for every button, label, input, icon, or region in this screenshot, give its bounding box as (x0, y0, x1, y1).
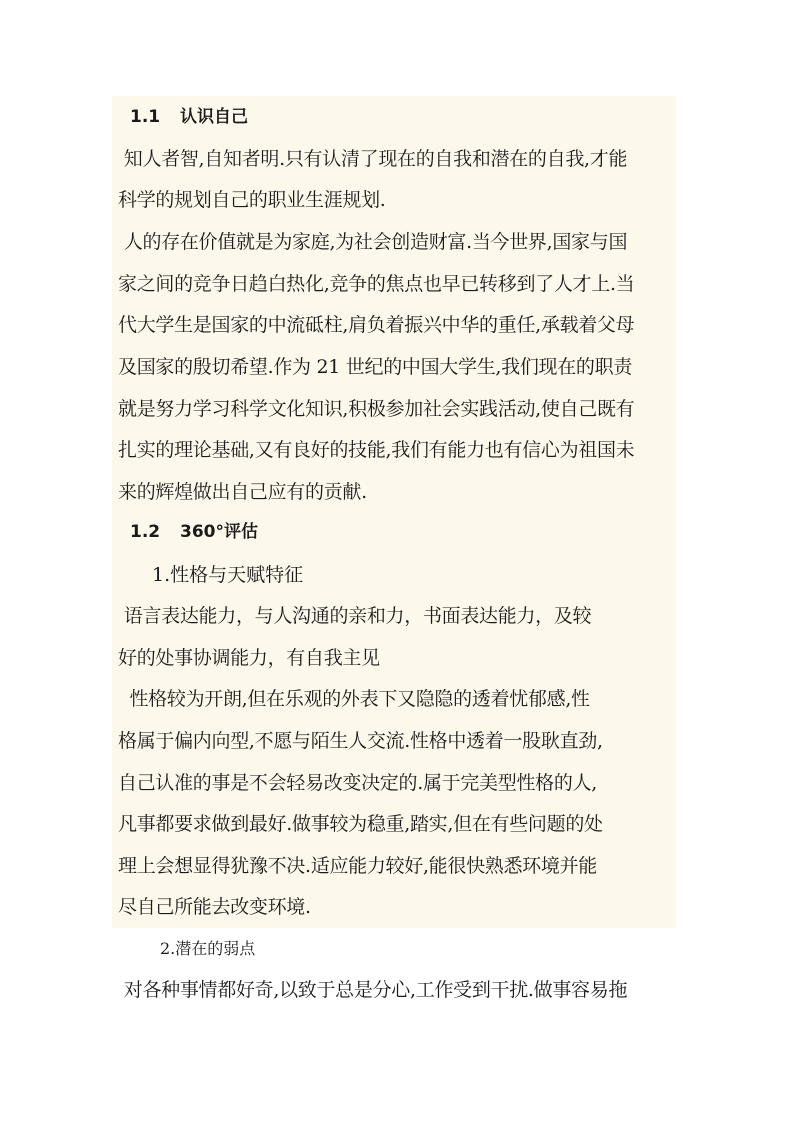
paragraph-line: 及国家的殷切希望.作为 21 世纪的中国大学生,我们现在的职责 (118, 356, 633, 378)
paragraph-line: 扎实的理论基础,又有良好的技能,我们有能力也有信心为祖国未 (118, 439, 635, 461)
paragraph-line: 自己认准的事是不会轻易改变决定的.属于完美型性格的人, (118, 772, 597, 794)
paragraph-line: 家之间的竞争日趋白热化,竞争的焦点也早已转移到了人才上.当 (118, 273, 635, 295)
paragraph-line: 好的处事协调能力，有自我主见 (118, 647, 380, 669)
paragraph-line: 就是努力学习科学文化知识,积极参加社会实践活动,使自己既有 (118, 398, 635, 420)
paragraph-line: 格属于偏内向型,不愿与陌生人交流.性格中透着一股耿直劲, (118, 730, 603, 752)
section-number: 1.1 (130, 107, 161, 127)
paragraph-line: 代大学生是国家的中流砥柱,肩负着振兴中华的重任,承载着父母 (118, 314, 635, 336)
subheading-traits: 1.性格与天赋特征 (152, 564, 304, 586)
paragraph-line: 科学的规划自己的职业生涯规划. (118, 189, 386, 211)
paragraph-line: 来的辉煌做出自己应有的贡献. (118, 481, 367, 503)
paragraph-line: 理上会想显得犹豫不决.适应能力较好,能很快熟悉环境并能 (118, 855, 597, 877)
paragraph-line: 知人者智,自知者明.只有认清了现在的自我和潜在的自我,才能 (118, 148, 628, 170)
subheading-weakness: 2.潜在的弱点 (160, 939, 256, 958)
paragraph-line: 对各种事情都好奇,以致于总是分心,工作受到干扰.做事容易拖 (118, 979, 628, 1001)
section-title: 360°评估 (180, 522, 258, 542)
paragraph-line: 语言表达能力，与人沟通的亲和力，书面表达能力，及较 (118, 605, 592, 627)
paragraph-line: 人的存在价值就是为家庭,为社会创造财富.当今世界,国家与国 (118, 231, 628, 253)
section-title: 认识自己 (180, 107, 248, 127)
section-heading-1-1 (130, 106, 248, 128)
section-heading-1-2 (130, 521, 258, 543)
paragraph-line: 凡事都要求做到最好.做事较为稳重,踏实,但在有些问题的处 (118, 813, 603, 835)
paragraph-line: 尽自己所能去改变环境. (118, 896, 311, 918)
paragraph-line: 性格较为开朗,但在乐观的外表下又隐隐的透着忧郁感,性 (118, 688, 590, 710)
section-number: 1.2 (130, 522, 161, 542)
